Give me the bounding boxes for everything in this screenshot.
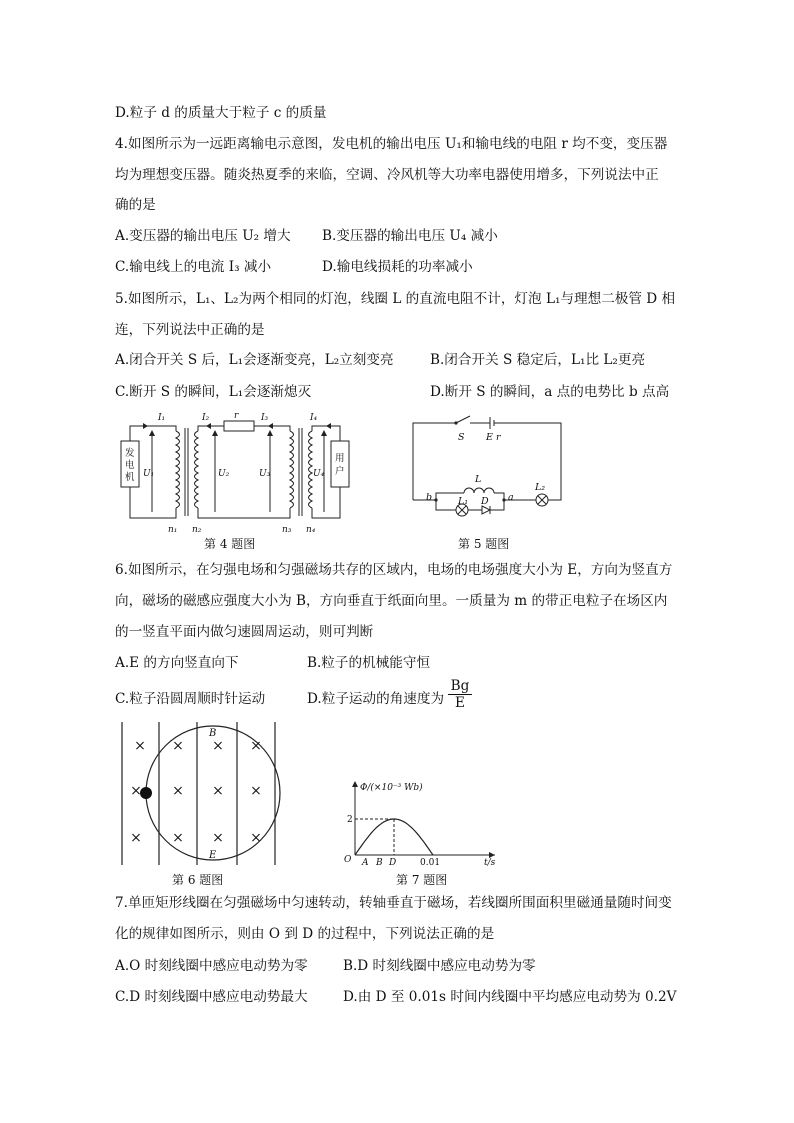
field-cross: × [172, 830, 184, 846]
field-cross: × [250, 783, 262, 799]
fig4-generator-char-2: 电 [125, 460, 135, 471]
fig7-tick-b: B [376, 858, 383, 868]
q5-option-a: A.闭合开关 S 后，L₁会逐渐变亮，L₂立刻变亮 [115, 352, 394, 368]
fig4-label-u2: U₂ [218, 469, 230, 479]
fig4-generator-char-3: 机 [125, 472, 135, 483]
q6-fraction-numerator: Bg [450, 678, 470, 694]
figure-6-field-diagram [118, 720, 283, 868]
fig5-label-e: E [486, 432, 493, 443]
field-cross: × [250, 830, 262, 846]
q6-option-a: A.E 的方向竖直向下 [115, 655, 239, 671]
q4-stem-3: 确的是 [115, 197, 156, 213]
field-cross: × [172, 783, 184, 799]
q6-stem-2: 向，磁场的磁感应强度大小为 B，方向垂直于纸面向里。一质量为 m 的带正电粒子在场区内 [115, 593, 668, 609]
q5-option-c: C.断开 S 的瞬间，L₁会逐渐熄灭 [115, 384, 312, 400]
fig7-tick-end: 0.01 [420, 858, 441, 868]
figure-4-caption: 第 4 题图 [204, 537, 256, 551]
fig6-label-b: B [209, 728, 217, 739]
fig5-label-d: D [481, 496, 489, 507]
q4-stem-2: 均为理想变压器。随炎热夏季的来临，空调、冷风机等大功率电器使用增多，下列说法中正 [115, 167, 659, 183]
q5-stem-2: 连，下列说法中正确的是 [115, 322, 265, 338]
fig5-label-r: r [496, 432, 501, 443]
q5-option-b: B.闭合开关 S 稳定后，L₁比 L₂更亮 [430, 352, 646, 368]
fig5-label-s: S [458, 432, 465, 443]
fig5-label-l1: L₁ [458, 496, 469, 507]
fig5-label-a: a [508, 492, 514, 503]
q7-option-c: C.D 时刻线圈中感应电动势最大 [115, 989, 308, 1005]
fig4-label-i4: I₄ [310, 413, 318, 423]
q6-fraction [448, 678, 472, 711]
fig7-y-axis-label: Φ/(×10⁻³ Wb) [360, 783, 423, 793]
fig6-label-e: E [209, 850, 217, 861]
q6-option-d: D.粒子运动的角速度为 [307, 691, 445, 707]
fig5-label-l: L [475, 474, 482, 485]
fig4-generator-char-1: 发 [125, 448, 135, 459]
fig4-label-u3: U₃ [259, 469, 271, 479]
q7-option-b: B.D 时刻线圈中感应电动势为零 [343, 958, 536, 974]
q6-fraction-denominator: E [448, 694, 472, 711]
q4-option-b: B.变压器的输出电压 U₄ 减小 [322, 228, 498, 244]
q6-option-c: C.粒子沿圆周顺时针运动 [115, 691, 266, 707]
fig4-label-n2: n₂ [192, 525, 202, 535]
fig4-label-i1: I₁ [158, 413, 166, 423]
figure-4-transmission-diagram [118, 408, 368, 533]
field-cross: × [130, 783, 142, 799]
fig4-label-i2: I₂ [202, 413, 210, 423]
fig4-label-n3: n₃ [282, 525, 292, 535]
fig7-x-axis-label: t/s [484, 858, 496, 868]
q4-option-a: A.变压器的输出电压 U₂ 增大 [115, 228, 291, 244]
figure-5-caption: 第 5 题图 [458, 537, 510, 551]
fig4-label-u4: U₄ [313, 469, 325, 479]
q5-stem-1: 5.如图所示，L₁、L₂为两个相同的灯泡，线圈 L 的直流电阻不计，灯泡 L₁与理想二极管 D 相 [115, 291, 676, 307]
q6-stem-3: 的一竖直平面内做匀速圆周运动，则可判断 [115, 624, 374, 640]
fig5-label-l2: L₂ [535, 482, 546, 493]
fig7-tick-d: D [389, 858, 397, 868]
field-cross: × [250, 738, 262, 754]
field-cross: × [212, 783, 224, 799]
q4-option-d: D.输电线损耗的功率减小 [322, 259, 473, 275]
fig4-user-char-1: 用 [335, 453, 345, 464]
q5-option-d: D.断开 S 的瞬间，a 点的电势比 b 点高 [430, 384, 670, 400]
fig4-label-n4: n₄ [306, 525, 316, 535]
fig4-label-i3: I₃ [261, 413, 269, 423]
q7-stem-2: 化的规律如图所示，则由 O 到 D 的过程中，下列说法正确的是 [115, 926, 495, 942]
fig7-origin-label: O [344, 855, 352, 865]
q4-option-c: C.输电线上的电流 I₃ 减小 [115, 259, 272, 275]
figure-5-circuit-diagram [408, 418, 568, 530]
q4-stem-1: 4.如图所示为一远距离输电示意图，发电机的输出电压 U₁和输电线的电阻 r 均不变，变压器 [115, 136, 668, 152]
figure-7-flux-chart [340, 778, 510, 868]
fig7-y-tick: 2 [347, 815, 353, 825]
q6-stem-1: 6.如图所示，在匀强电场和匀强磁场共存的区域内，电场的电场强度大小为 E，方向为竖直方 [115, 562, 673, 578]
q7-option-a: A.O 时刻线圈中感应电动势为零 [115, 958, 308, 974]
field-cross: × [212, 830, 224, 846]
fig4-label-n1: n₁ [168, 525, 178, 535]
q7-option-d: D.由 D 至 0.01s 时间内线圈中平均感应电动势为 0.2V [343, 989, 677, 1005]
field-cross: × [172, 738, 184, 754]
q6-option-b: B.粒子的机械能守恒 [307, 655, 431, 671]
figure-7-caption: 第 7 题图 [396, 873, 448, 887]
fig4-label-r: r [234, 411, 239, 421]
fig7-tick-a: A [362, 858, 369, 868]
field-cross: × [134, 738, 146, 754]
figure-6-caption: 第 6 题图 [172, 873, 224, 887]
field-cross: × [130, 830, 142, 846]
fig4-label-u1: U₁ [143, 469, 155, 479]
fig4-user-char-2: 户 [335, 466, 345, 477]
q7-stem-1: 7.单匝矩形线圈在匀强磁场中匀速转动，转轴垂直于磁场，若线圈所围面积里磁通量随时间变 [115, 895, 672, 911]
field-cross: × [212, 738, 224, 754]
fig5-label-b: b [426, 492, 433, 503]
prev-option-d: D.粒子 d 的质量大于粒子 c 的质量 [115, 105, 327, 121]
